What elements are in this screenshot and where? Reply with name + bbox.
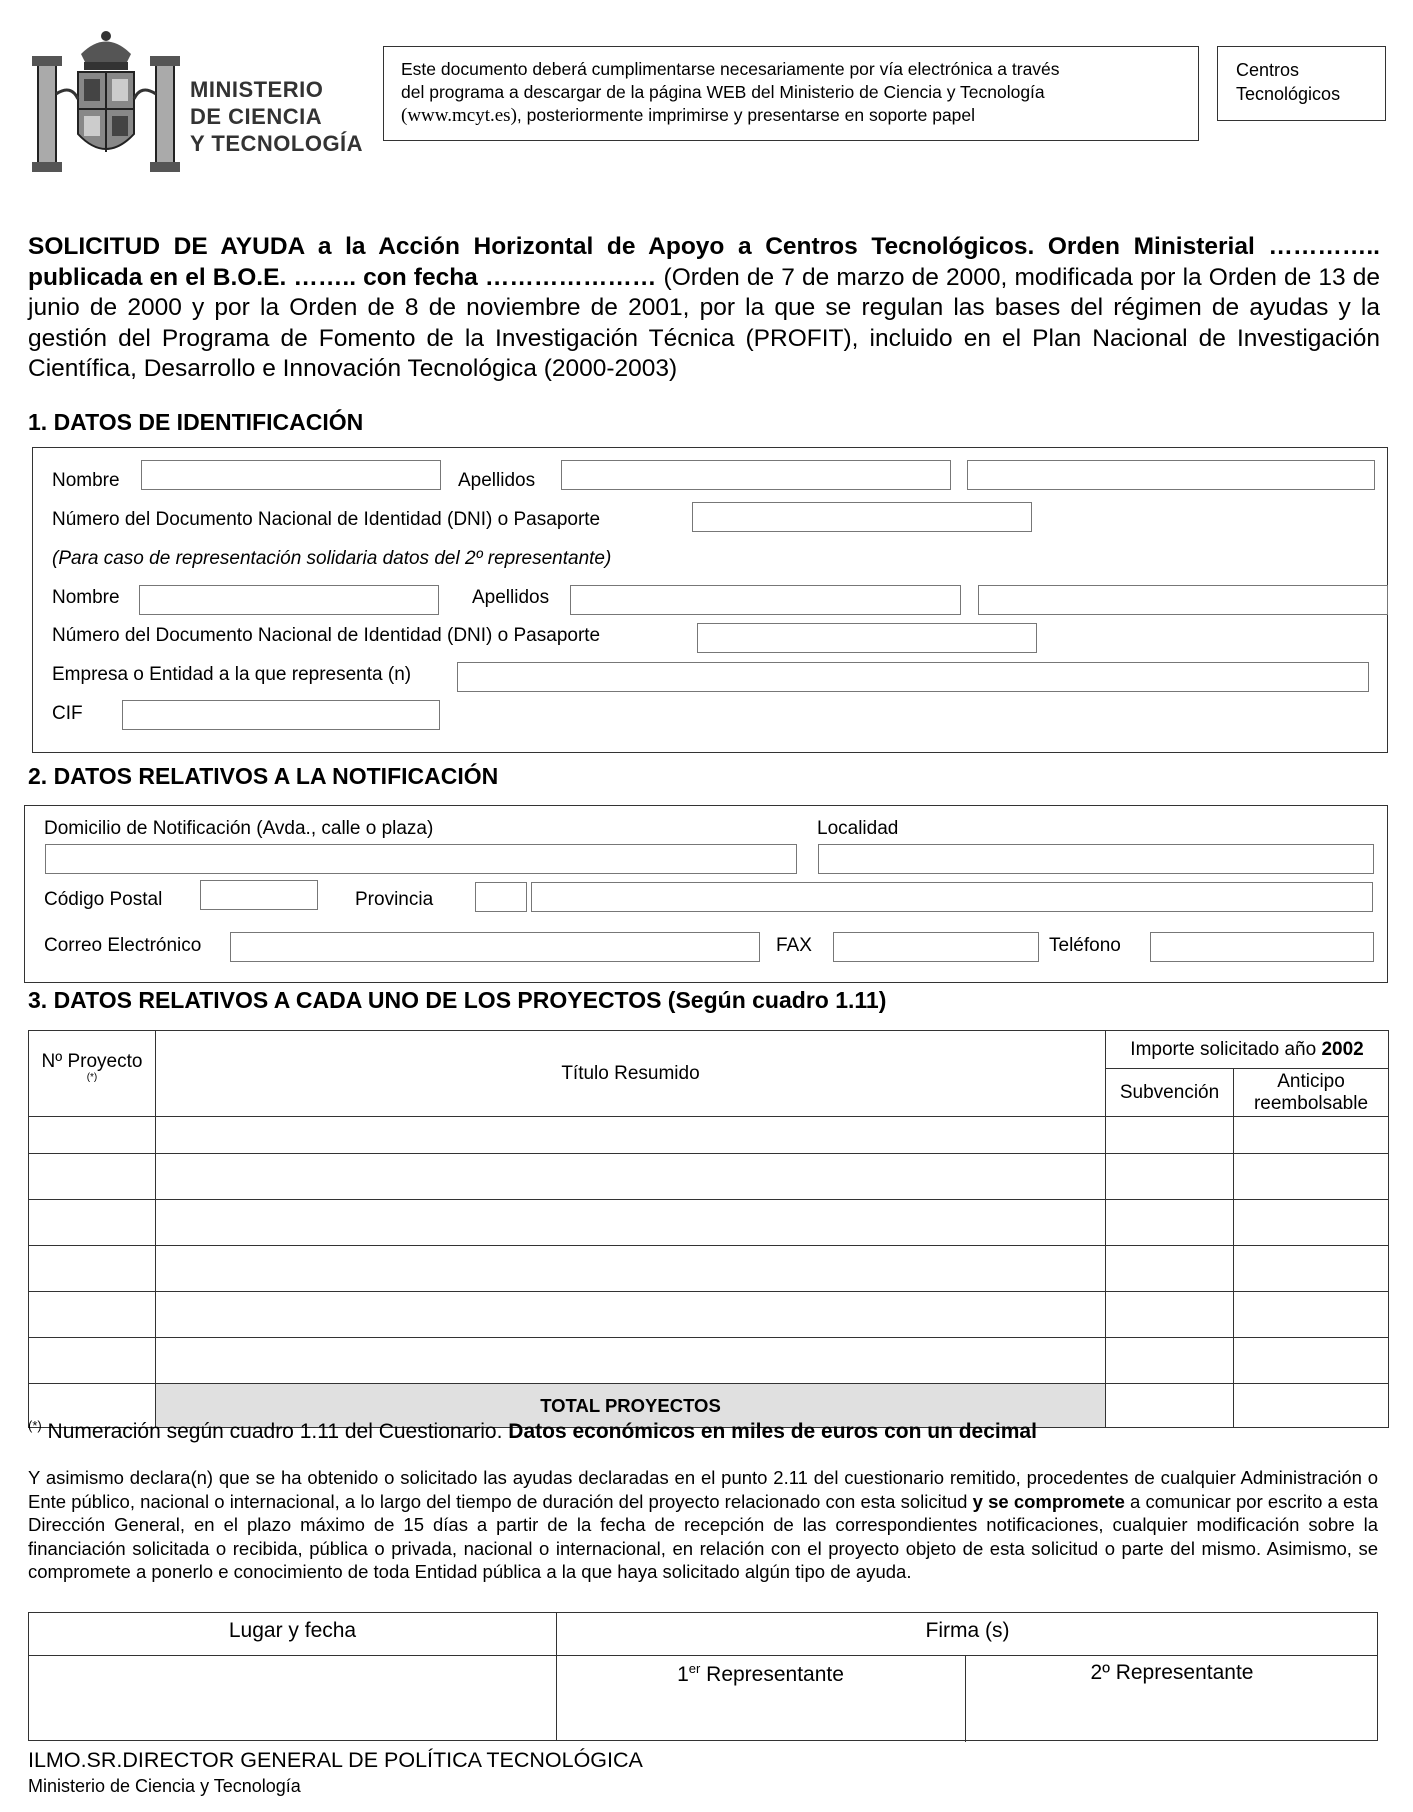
correo-field[interactable] xyxy=(230,932,760,962)
logo-line-1: MINISTERIO xyxy=(190,77,324,102)
section2-heading: 2. DATOS RELATIVOS A LA NOTIFICACIÓN xyxy=(28,763,499,789)
col-num-mark: (*) xyxy=(86,1072,98,1083)
nombre-label-1: Nombre xyxy=(52,470,120,491)
col-anticipo-header: Anticipo reembolsable xyxy=(1234,1069,1389,1117)
nombre-field-2[interactable] xyxy=(139,585,439,615)
cell-titulo[interactable] xyxy=(155,1154,1105,1200)
cell-anticipo[interactable] xyxy=(1234,1200,1389,1246)
table-row xyxy=(29,1246,1389,1292)
rep1-label xyxy=(556,1661,965,1687)
footnote-mark: (*) xyxy=(28,1418,42,1433)
apellidos-label-2: Apellidos xyxy=(472,587,550,608)
empresa-field[interactable] xyxy=(457,662,1369,692)
cell-num[interactable] xyxy=(29,1292,156,1338)
cif-field[interactable] xyxy=(122,700,440,730)
total-label: TOTAL PROYECTOS xyxy=(155,1384,1105,1428)
rep1-signature-area[interactable] xyxy=(558,1687,963,1742)
table-footnote xyxy=(28,1418,1037,1444)
provincia-field[interactable] xyxy=(531,882,1373,912)
dni-label-1: Número del Documento Nacional de Identidad (DNI) o Pasaporte xyxy=(52,509,601,530)
ministry-logo-text xyxy=(190,76,363,157)
identification-box xyxy=(32,447,1388,753)
rep1-sup: er xyxy=(688,1661,701,1676)
localidad-field[interactable] xyxy=(818,844,1374,874)
section3-heading: 3. DATOS RELATIVOS A CADA UNO DE LOS PROYECTOS (Según cuadro 1.11) xyxy=(28,987,887,1013)
total-anticipo[interactable] xyxy=(1234,1384,1389,1428)
total-subvencion[interactable] xyxy=(1106,1384,1234,1428)
notice-line-3-rest: , posteriormente imprimirse y presentarse en soporte papel xyxy=(516,105,976,125)
coat-of-arms-logo xyxy=(26,24,186,180)
title-bold: SOLICITUD DE AYUDA a la Acción Horizontal de Apoyo a Centros Tecnológicos. Orden Ministerial ………….. publicada en el B.O.E. …….. con fecha ………………… xyxy=(28,233,1380,291)
rep2-signature-area[interactable] xyxy=(967,1687,1377,1742)
cell-subvencion[interactable] xyxy=(1106,1117,1234,1154)
col-num-header xyxy=(29,1031,156,1117)
cell-num[interactable] xyxy=(29,1200,156,1246)
apellido2-field-1[interactable] xyxy=(967,460,1375,490)
nombre-field-1[interactable] xyxy=(141,460,441,490)
rep1-num: 1 xyxy=(677,1663,689,1686)
request-title xyxy=(28,232,1380,385)
cell-subvencion[interactable] xyxy=(1106,1292,1234,1338)
empresa-label: Empresa o Entidad a la que representa (n) xyxy=(52,664,412,685)
cell-num[interactable] xyxy=(29,1117,156,1154)
apellido1-field-2[interactable] xyxy=(570,585,961,615)
cell-subvencion[interactable] xyxy=(1106,1246,1234,1292)
notice-url: (www.mcyt.es) xyxy=(401,105,517,126)
codigo-postal-label: Código Postal xyxy=(44,889,163,910)
col-num-label: Nº Proyecto xyxy=(41,1051,143,1072)
apellido2-field-2[interactable] xyxy=(978,585,1388,615)
col-importe-label: Importe solicitado año xyxy=(1130,1038,1322,1060)
domicilio-label: Domicilio de Notificación (Avda., calle o plaza) xyxy=(44,818,434,839)
cif-label: CIF xyxy=(52,703,83,724)
cell-anticipo[interactable] xyxy=(1234,1246,1389,1292)
cell-titulo[interactable] xyxy=(155,1246,1105,1292)
provincia-label: Provincia xyxy=(355,889,434,910)
representacion-note: (Para caso de representación solidaria datos del 2º representante) xyxy=(52,548,612,569)
footnote-text: Numeración según cuadro 1.11 del Cuestionario. xyxy=(41,1420,509,1443)
domicilio-field[interactable] xyxy=(45,844,797,874)
fax-field[interactable] xyxy=(833,932,1039,962)
rep1-text: Representante xyxy=(700,1663,844,1686)
codigo-postal-field[interactable] xyxy=(200,880,318,910)
cell-num[interactable] xyxy=(29,1246,156,1292)
centros-tecnologicos-box xyxy=(1217,46,1386,121)
declaration-part2: a comunicar por escrito a esta Dirección General, en el plazo máximo de 15 días a partir de la fecha de recepción de las correspondientes notificaciones, cualquier modificación sobre la financiación solicitada o recibida, pública o privada, nacional o internacional, en relación con el proyecto objeto de esta solicitud o parte del mismo. Asimismo, se compromete a ponerlo e conocimiento de toda Entidad pública a la que haya solicitado algún tipo de ayuda. xyxy=(28,1490,1378,1582)
apellido1-field-1[interactable] xyxy=(561,460,951,490)
cell-titulo[interactable] xyxy=(155,1292,1105,1338)
telefono-label: Teléfono xyxy=(1049,935,1121,956)
corner-box-line-2: Tecnológicos xyxy=(1236,84,1341,104)
electronic-notice-box xyxy=(383,46,1199,141)
col-subvencion-header: Subvención xyxy=(1106,1069,1234,1117)
table-row xyxy=(29,1292,1389,1338)
table-row xyxy=(29,1338,1389,1384)
footnote-bold: Datos económicos en miles de euros con un decimal xyxy=(508,1420,1037,1443)
notice-line-1: Este documento deberá cumplimentarse necesariamente por vía electrónica a través xyxy=(401,59,1060,79)
cell-anticipo[interactable] xyxy=(1234,1292,1389,1338)
table-row xyxy=(29,1200,1389,1246)
col-importe-year: 2002 xyxy=(1321,1038,1364,1060)
declaration-part1: Y asimismo declara(n) que se ha obtenido o solicitado las ayudas declaradas en el punto 2.11 del cuestionario remitido, procedentes de cualquier Administración o Ente público, nacional o internacional, a lo largo del tiempo de duración del proyecto relacionado con esta solicitud xyxy=(28,1467,1378,1512)
col-titulo-header: Título Resumido xyxy=(155,1031,1105,1117)
nombre-label-2: Nombre xyxy=(52,587,120,608)
col-importe-header xyxy=(1106,1031,1389,1069)
cell-num[interactable] xyxy=(29,1154,156,1200)
cell-anticipo[interactable] xyxy=(1234,1154,1389,1200)
cell-titulo[interactable] xyxy=(155,1338,1105,1384)
notification-box xyxy=(24,805,1388,983)
cell-subvencion[interactable] xyxy=(1106,1338,1234,1384)
logo-line-2: DE CIENCIA xyxy=(190,104,323,129)
declaration-paragraph xyxy=(28,1466,1378,1584)
fax-label: FAX xyxy=(776,935,812,956)
recipient-line1: ILMO.SR.DIRECTOR GENERAL DE POLÍTICA TECNOLÓGICA xyxy=(28,1748,643,1772)
dni-field-1[interactable] xyxy=(692,502,1032,532)
lugar-fecha-area[interactable] xyxy=(29,1657,556,1742)
cell-num[interactable] xyxy=(29,1338,156,1384)
cell-titulo[interactable] xyxy=(155,1200,1105,1246)
cell-anticipo[interactable] xyxy=(1234,1338,1389,1384)
telefono-field[interactable] xyxy=(1150,932,1374,962)
table-row xyxy=(29,1117,1389,1154)
lugar-fecha-label: Lugar y fecha xyxy=(228,1619,357,1642)
dni-field-2[interactable] xyxy=(697,623,1037,653)
title-normal: (Orden de 7 de marzo de 2000, modificada por la Orden de 13 de junio de 2000 y por la Orden de 8 de noviembre de 2001, por la que se regulan las bases del régimen de ayudas y la gestión del Programa de Fomento de la Investigación Técnica (PROFIT), incluido en el Plan Nacional de Investigación Científica, Desarrollo e Innovación Tecnológica (2000-2003) xyxy=(28,263,1380,382)
section1-heading: 1. DATOS DE IDENTIFICACIÓN xyxy=(28,409,364,435)
cell-anticipo[interactable] xyxy=(1234,1117,1389,1154)
localidad-label: Localidad xyxy=(817,818,899,839)
projects-table xyxy=(28,1030,1389,1428)
notice-line-3 xyxy=(401,104,1060,127)
declaration-bold: y se compromete xyxy=(972,1490,1125,1512)
table-row xyxy=(29,1154,1389,1200)
firmas-label: Firma (s) xyxy=(925,1619,1010,1642)
dni-label-2: Número del Documento Nacional de Identidad (DNI) o Pasaporte xyxy=(52,625,601,646)
recipient-line2: Ministerio de Ciencia y Tecnología xyxy=(28,1776,301,1796)
apellidos-label-1: Apellidos xyxy=(458,470,536,491)
corner-box-line-1: Centros xyxy=(1236,60,1300,80)
logo-line-3: Y TECNOLOGÍA xyxy=(190,131,364,156)
correo-label: Correo Electrónico xyxy=(44,935,202,956)
rep2-label: 2º Representante xyxy=(1090,1661,1254,1684)
cell-subvencion[interactable] xyxy=(1106,1154,1234,1200)
cell-titulo[interactable] xyxy=(155,1117,1105,1154)
provincia-code-field[interactable] xyxy=(475,882,527,912)
notice-line-2: del programa a descargar de la página WEB del Ministerio de Ciencia y Tecnología xyxy=(401,82,1045,102)
cell-subvencion[interactable] xyxy=(1106,1200,1234,1246)
signature-table xyxy=(28,1612,1378,1741)
